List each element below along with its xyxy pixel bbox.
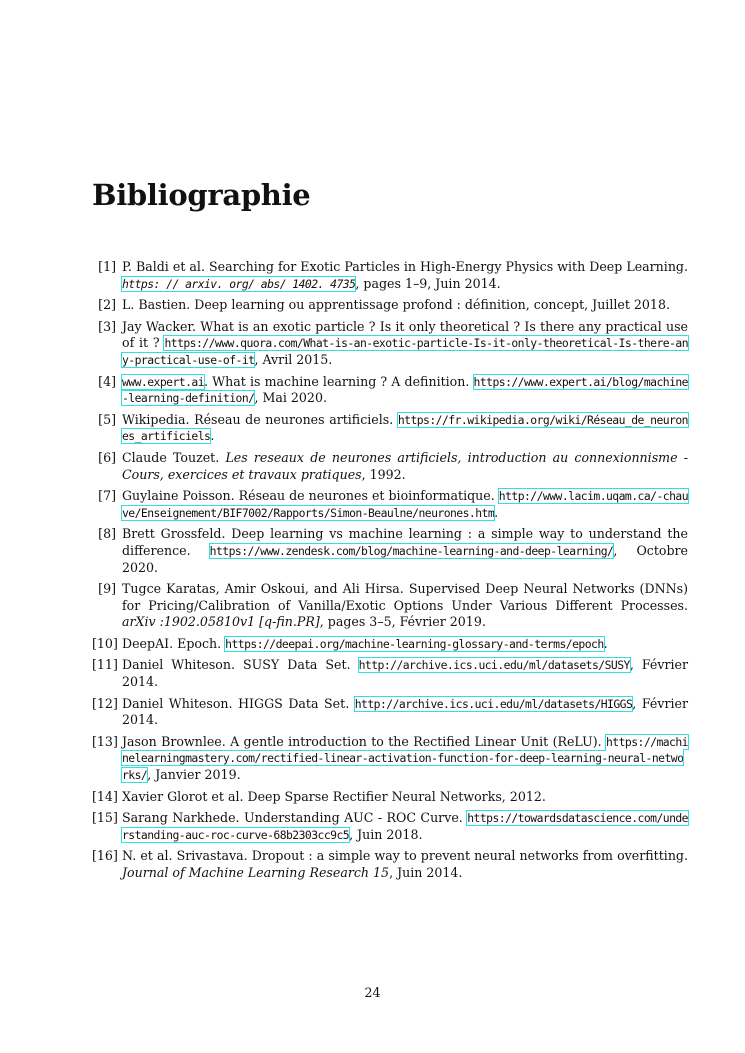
page-number: 24 bbox=[364, 985, 381, 1000]
citation-text: Wikipedia. Réseau de neurones artificiels. bbox=[122, 411, 398, 427]
entry-text bbox=[122, 450, 688, 483]
bibliography-entry bbox=[92, 789, 688, 806]
bibliography-entry bbox=[92, 297, 688, 314]
citation-text: , 1992. bbox=[361, 466, 406, 482]
entry-text bbox=[122, 259, 688, 292]
citation-text: Jason Brownlee. A gentle introduction to the Rectified Linear Unit (ReLU). bbox=[122, 733, 606, 749]
citation-text: , Octobre 2020. bbox=[122, 542, 689, 575]
entry-number: [7] bbox=[98, 488, 116, 504]
entry-number: [16] bbox=[92, 848, 118, 864]
citation-text: . bbox=[494, 504, 499, 520]
citation-text: . bbox=[210, 428, 215, 444]
bibliography-entry bbox=[92, 734, 688, 784]
bibliography-entry bbox=[92, 636, 688, 653]
citation-link[interactable]: www.expert.ai bbox=[122, 374, 205, 389]
entry-number: [4] bbox=[98, 373, 116, 389]
citation-text: Daniel Whiteson. HIGGS Data Set. bbox=[122, 695, 355, 711]
citation-text: , Mai 2020. bbox=[254, 390, 327, 406]
entry-text bbox=[122, 297, 688, 314]
citation-text: L. Bastien. Deep learning ou apprentissage profond : définition, concept, Juillet 2018. bbox=[122, 297, 670, 313]
citation-text: , pages 1–9, Juin 2014. bbox=[355, 275, 501, 291]
entry-number: [3] bbox=[98, 318, 116, 334]
citation-text: , pages 3–5, Février 2019. bbox=[319, 614, 486, 630]
bibliography-entry bbox=[92, 810, 688, 843]
entry-text bbox=[122, 848, 688, 881]
entry-number: [6] bbox=[98, 449, 116, 465]
bibliography-entry bbox=[92, 319, 688, 369]
citation-text: Tugce Karatas, Amir Oskoui, and Ali Hirsa. Supervised Deep Neural Networks (DNNs) for Pricing/Calibration of Vanilla/Exotic Options Under Various Different Processes. bbox=[122, 581, 688, 613]
entry-text bbox=[122, 412, 688, 445]
entry-text bbox=[122, 374, 688, 407]
bibliography-entry bbox=[92, 657, 688, 690]
citation-text: . bbox=[603, 635, 608, 651]
entry-number: [2] bbox=[98, 297, 116, 313]
citation-text: Sarang Narkhede. Understanding AUC - ROC Curve. bbox=[122, 810, 468, 826]
citation-text: , Juin 2014. bbox=[389, 865, 463, 880]
bibliography-entry bbox=[92, 374, 688, 407]
bibliography-entry bbox=[92, 412, 688, 445]
citation-text: , Février 2014. bbox=[122, 695, 688, 728]
entry-number: [9] bbox=[98, 581, 116, 597]
entry-number: [1] bbox=[98, 259, 116, 274]
entry-number: [15] bbox=[92, 810, 118, 826]
entry-number: [14] bbox=[92, 788, 118, 804]
entry-number: [12] bbox=[92, 695, 118, 711]
citation-text: Claude Touzet. bbox=[122, 449, 226, 465]
citation-link[interactable]: https://www.zendesk.com/blog/machine-learning-and-deep-learning/ bbox=[209, 543, 614, 558]
entry-text bbox=[122, 810, 688, 843]
bibliography-list bbox=[92, 259, 688, 887]
citation-link[interactable]: http://www.lacim.uqam.ca/-chauve/Enseignement/BIF7002/Rapports/Simon-Beaulne/neurones.htm bbox=[122, 489, 688, 520]
entry-number: [11] bbox=[92, 657, 118, 673]
citation-link[interactable]: http://archive.ics.uci.edu/ml/datasets/SUSY bbox=[358, 658, 630, 673]
bibliography-entry bbox=[92, 526, 688, 576]
entry-number: [10] bbox=[92, 635, 118, 651]
entry-text bbox=[122, 789, 688, 806]
citation-italic-text: arXiv :1902.05810v1 [q-fin.PR] bbox=[122, 614, 320, 630]
bibliography-entry bbox=[92, 450, 688, 483]
entry-text bbox=[122, 734, 688, 784]
citation-text: P. Baldi et al. Searching for Exotic Particles in High-Energy Physics with Deep Learning. bbox=[122, 259, 688, 274]
citation-link[interactable]: https://fr.wikipedia.org/wiki/Réseau_de_neurones_artificiels bbox=[122, 412, 688, 444]
citation-link[interactable]: https://towardsdatascience.com/understanding-auc-roc-curve-68b2303cc9c5 bbox=[122, 811, 688, 842]
bibliography-entry bbox=[92, 259, 688, 292]
bibliography-entry bbox=[92, 488, 688, 521]
citation-text: , Avril 2015. bbox=[254, 351, 333, 367]
entry-text bbox=[122, 488, 688, 521]
entry-number: [13] bbox=[92, 733, 118, 749]
citation-text: , Février 2014. bbox=[122, 657, 688, 690]
entry-number: [5] bbox=[98, 411, 116, 427]
citation-text: N. et al. Srivastava. Dropout : a simple way to prevent neural networks from overfitting. bbox=[122, 848, 688, 864]
entry-text bbox=[122, 636, 688, 653]
page-title: Bibliographie bbox=[92, 178, 311, 212]
citation-link[interactable]: https: // arxiv. org/ abs/ 1402. 4735 bbox=[122, 276, 356, 291]
citation-text: , Janvier 2019. bbox=[147, 767, 241, 783]
citation-text: Brett Grossfeld. Deep learning vs machine learning : a simple way to understand the difference. bbox=[122, 526, 688, 558]
entry-text bbox=[122, 696, 688, 729]
citation-italic-text: Journal of Machine Learning Research 15 bbox=[122, 865, 390, 880]
citation-text: , Juin 2018. bbox=[349, 826, 423, 842]
entry-number: [8] bbox=[98, 526, 116, 542]
citation-link[interactable]: https://www.expert.ai/blog/machine-learning-definition/ bbox=[122, 374, 688, 406]
bibliography-entry bbox=[92, 696, 688, 729]
citation-text: . What is machine learning ? A definition. bbox=[204, 373, 474, 389]
citation-link[interactable]: https://deepai.org/machine-learning-glossary-and-terms/epoch bbox=[225, 636, 604, 651]
citation-text: Jay Wacker. What is an exotic particle ? Is it only theoretical ? Is there any practical use of it ? bbox=[122, 318, 688, 351]
citation-text: Xavier Glorot et al. Deep Sparse Rectifier Neural Networks, 2012. bbox=[122, 788, 546, 804]
citation-italic-text: Les reseaux de neurones artificiels, introduction au connexionnisme - Cours, exercices et travaux pratiques bbox=[122, 449, 688, 482]
citation-text: Guylaine Poisson. Réseau de neurones et bioinformatique. bbox=[122, 488, 499, 504]
bibliography-entry bbox=[92, 848, 688, 881]
citation-link[interactable]: https://www.quora.com/What-is-an-exotic-particle-Is-it-only-theoretical-Is-there-any-practical-use-of-it bbox=[122, 336, 688, 367]
bibliography-entry bbox=[92, 581, 688, 631]
citation-link[interactable]: https://machinelearningmastery.com/rectified-linear-activation-function-for-deep-learning-neural-networks/ bbox=[122, 734, 688, 783]
entry-text bbox=[122, 526, 688, 576]
entry-text bbox=[122, 319, 688, 369]
citation-text: DeepAI. Epoch. bbox=[122, 635, 226, 651]
entry-text bbox=[122, 581, 688, 631]
citation-text: Daniel Whiteson. SUSY Data Set. bbox=[122, 657, 359, 673]
entry-text bbox=[122, 657, 688, 690]
citation-link[interactable]: http://archive.ics.uci.edu/ml/datasets/HIGGS bbox=[354, 696, 633, 711]
